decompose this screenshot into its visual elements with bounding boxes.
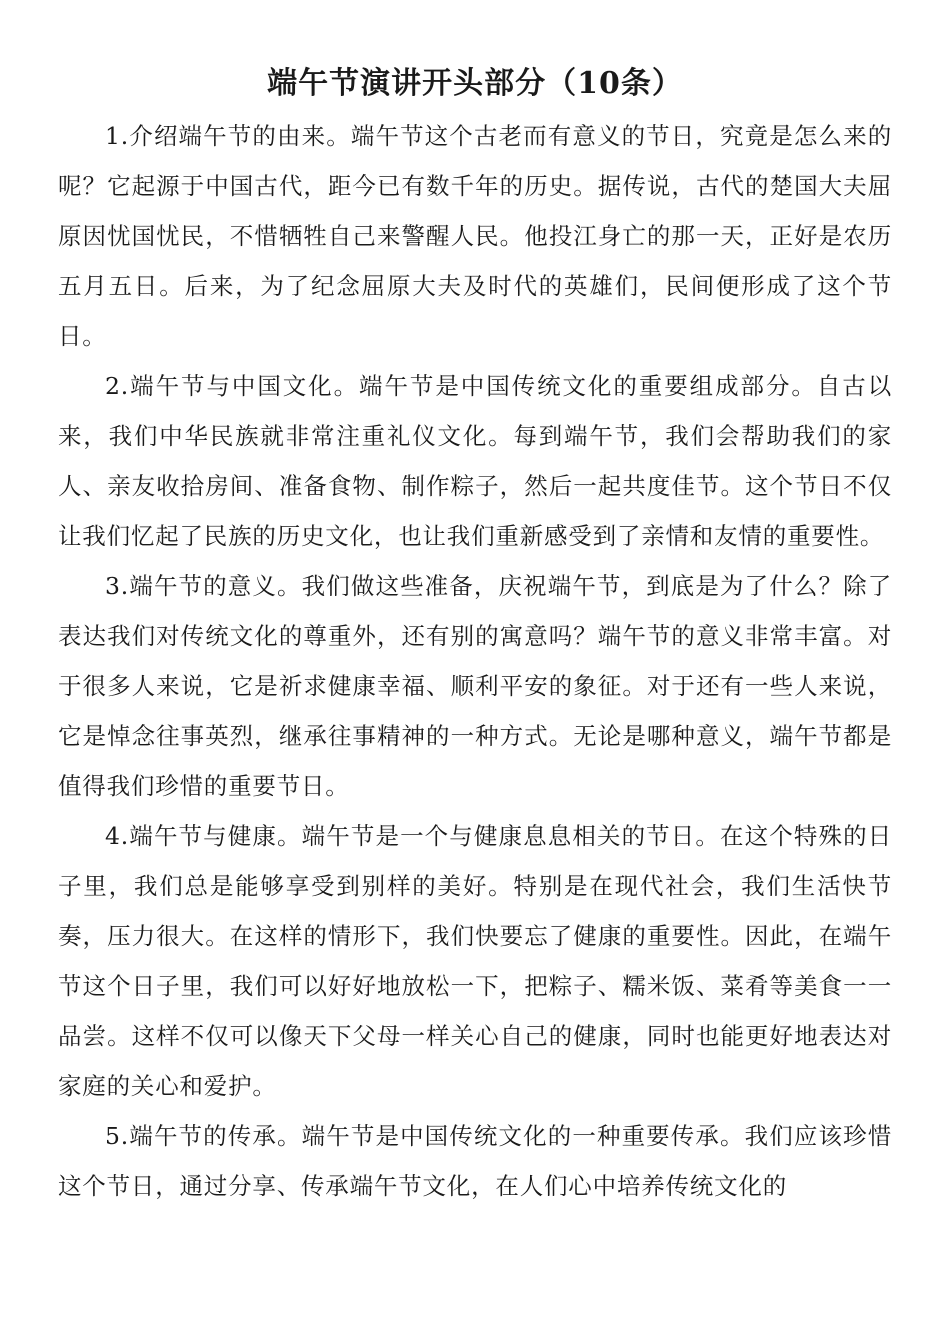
paragraph-4: 4.端午节与健康。端午节是一个与健康息息相关的节日。在这个特殊的日子里，我们总是能够享受到别样的美好。特别是在现代社会，我们生活快节奏，压力很大。在这样的情形下，我们快要忘了健康的重要性。因此，在端午节这个日子里，我们可以好好地放松一下，把粽子、糯米饭、菜肴等美食一一品尝。这样不仅可以像天下父母一样关心自己的健康，同时也能更好地表达对家庭的关心和爱护。 [58, 822, 892, 1100]
paragraph-1: 1.介绍端午节的由来。端午节这个古老而有意义的节日，究竟是怎么来的呢？它起源于中国古代，距今已有数千年的历史。据传说，古代的楚国大夫屈原因忧国忧民，不惜牺牲自己来警醒人民。他投江身亡的那一天，正好是农历五月五日。后来，为了纪念屈原大夫及时代的英雄们，民间便形成了这个节日。 [58, 122, 892, 350]
paragraph-5: 5.端午节的传承。端午节是中国传统文化的一种重要传承。我们应该珍惜这个节日，通过分享、传承端午节文化，在人们心中培养传统文化的 [58, 1122, 892, 1200]
document-page [58, 62, 892, 1211]
document-title: 端午节演讲开头部分（10条） [267, 66, 683, 101]
paragraph-2: 2.端午节与中国文化。端午节是中国传统文化的重要组成部分。自古以来，我们中华民族就非常注重礼仪文化。每到端午节，我们会帮助我们的家人、亲友收拾房间、准备食物、制作粽子，然后一起共度佳节。这个节日不仅让我们忆起了民族的历史文化，也让我们重新感受到了亲情和友情的重要性。 [58, 372, 892, 550]
paragraph-3: 3.端午节的意义。我们做这些准备，庆祝端午节，到底是为了什么？除了表达我们对传统文化的尊重外，还有别的寓意吗？端午节的意义非常丰富。对于很多人来说，它是祈求健康幸福、顺利平安的象征。对于还有一些人来说，它是悼念往事英烈，继承往事精神的一种方式。无论是哪种意义，端午节都是值得我们珍惜的重要节日。 [58, 572, 892, 800]
